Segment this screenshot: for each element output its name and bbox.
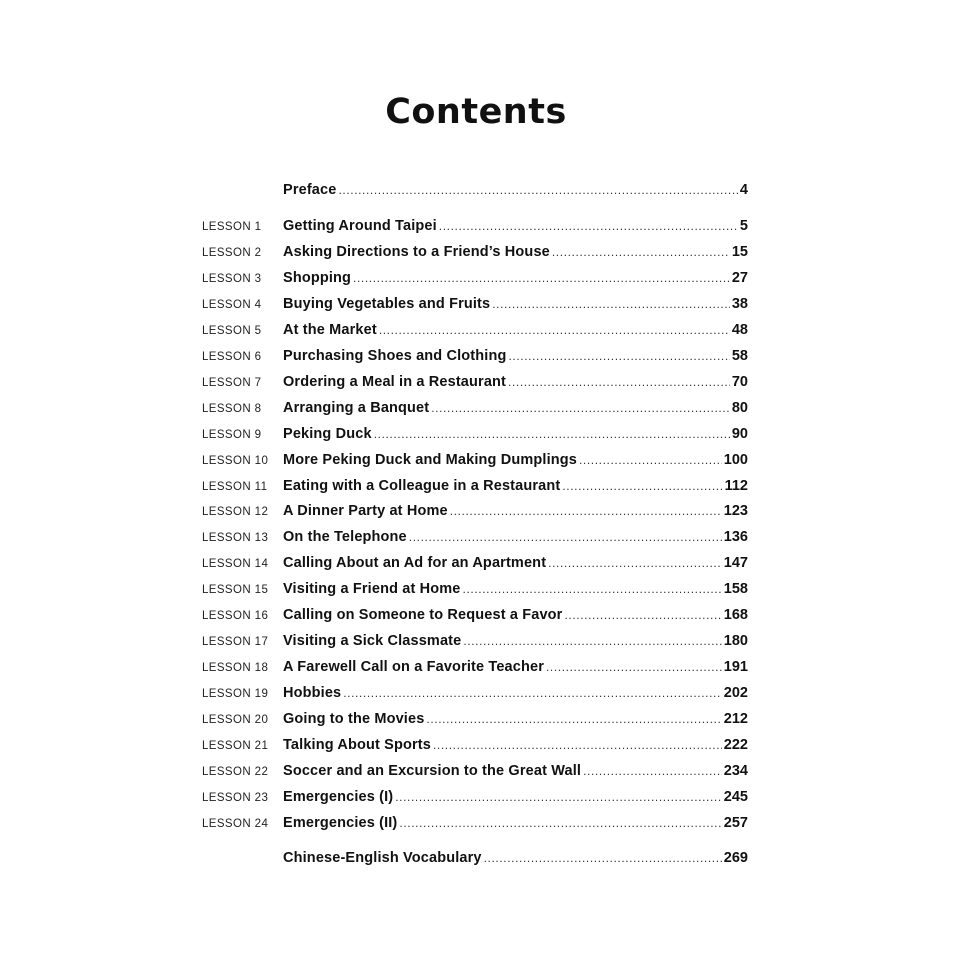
page-number: 180 bbox=[723, 633, 748, 650]
dot-leader bbox=[431, 401, 730, 415]
toc-row-lesson[interactable] bbox=[200, 452, 748, 472]
toc-row-lesson[interactable] bbox=[200, 763, 748, 783]
page-title: Contents bbox=[385, 92, 567, 132]
entry-title: Going to the Movies bbox=[283, 711, 425, 728]
toc-row-lesson[interactable] bbox=[200, 244, 748, 264]
entry-title: More Peking Duck and Making Dumplings bbox=[283, 451, 577, 468]
lesson-number-label: LESSON 21 bbox=[202, 740, 269, 752]
dot-leader bbox=[395, 790, 722, 804]
entry-title: Calling About an Ad for an Apartment bbox=[283, 555, 547, 572]
toc-entry bbox=[283, 244, 748, 260]
toc-row-lesson[interactable] bbox=[200, 503, 748, 523]
dot-leader bbox=[564, 608, 721, 622]
toc-entry bbox=[283, 789, 748, 805]
dot-leader bbox=[579, 453, 722, 467]
entry-title: At the Market bbox=[283, 321, 377, 338]
entry-title: Visiting a Sick Classmate bbox=[283, 633, 462, 650]
page-number: 4 bbox=[739, 182, 748, 198]
page-number: 70 bbox=[731, 373, 748, 390]
lesson-number-label: LESSON 13 bbox=[202, 532, 269, 545]
toc-row-lesson[interactable] bbox=[200, 374, 748, 394]
entry-title: Getting Around Taipei bbox=[283, 218, 437, 234]
lesson-number-label: LESSON 9 bbox=[202, 428, 262, 441]
lesson-number-label: LESSON 4 bbox=[202, 298, 262, 311]
lesson-number-label: LESSON 17 bbox=[202, 636, 269, 649]
entry-title: Calling on Someone to Request a Favor bbox=[283, 607, 563, 624]
lesson-number-label: LESSON 11 bbox=[202, 480, 268, 493]
dot-leader bbox=[426, 712, 721, 726]
page-number: 80 bbox=[731, 399, 748, 416]
toc-row-lesson[interactable] bbox=[200, 633, 748, 653]
entry-title: Chinese-English Vocabulary bbox=[283, 850, 482, 866]
dot-leader bbox=[508, 349, 729, 363]
toc-entry bbox=[283, 685, 748, 701]
toc-row-lesson[interactable] bbox=[200, 426, 748, 446]
dot-leader bbox=[439, 219, 738, 233]
page-number: 123 bbox=[723, 503, 748, 520]
toc-entry bbox=[283, 607, 748, 623]
dot-leader bbox=[353, 271, 730, 285]
page-number: 112 bbox=[724, 477, 748, 494]
toc-row-lesson[interactable] bbox=[200, 555, 748, 575]
entry-title: Visiting a Friend at Home bbox=[283, 581, 461, 598]
entry-title: Emergencies (II) bbox=[283, 814, 398, 831]
entry-title: A Farewell Call on a Favorite Teacher bbox=[283, 659, 544, 676]
lesson-number-label: LESSON 6 bbox=[202, 350, 262, 363]
dot-leader bbox=[492, 297, 730, 311]
page-number: 168 bbox=[723, 607, 748, 624]
toc-entry bbox=[283, 218, 748, 234]
toc-entry bbox=[283, 737, 748, 753]
lesson-number-label: LESSON 20 bbox=[202, 714, 269, 727]
page-number: 257 bbox=[723, 814, 748, 831]
page-number: 269 bbox=[723, 850, 748, 866]
page-number: 15 bbox=[731, 243, 748, 260]
lesson-number-label: LESSON 14 bbox=[202, 558, 269, 571]
page-number: 212 bbox=[723, 711, 748, 728]
toc-entry bbox=[283, 478, 748, 494]
lesson-number-label: LESSON 19 bbox=[202, 688, 269, 701]
toc-entry bbox=[283, 763, 748, 779]
toc-row-lesson[interactable] bbox=[200, 711, 748, 731]
dot-leader bbox=[552, 245, 730, 259]
lesson-number-label: LESSON 5 bbox=[202, 324, 262, 337]
entry-title: Emergencies (I) bbox=[283, 788, 394, 805]
page-number: 5 bbox=[739, 218, 748, 234]
toc-entry bbox=[283, 503, 748, 519]
dot-leader bbox=[338, 183, 737, 197]
lesson-number-label: LESSON 2 bbox=[202, 246, 262, 259]
page-number: 48 bbox=[731, 321, 748, 338]
toc-row-vocabulary[interactable] bbox=[200, 850, 748, 870]
dot-leader bbox=[379, 323, 730, 337]
toc-entry bbox=[283, 815, 748, 831]
toc-row-lesson[interactable] bbox=[200, 581, 748, 601]
lesson-number-label: LESSON 23 bbox=[202, 791, 269, 804]
toc-entry bbox=[283, 270, 748, 286]
page-number: 27 bbox=[731, 269, 748, 286]
dot-leader bbox=[450, 504, 722, 518]
entry-title: Preface bbox=[283, 182, 337, 198]
toc-row-lesson[interactable] bbox=[200, 296, 748, 316]
entry-title: Buying Vegetables and Fruits bbox=[283, 295, 491, 312]
toc-row-preface[interactable] bbox=[200, 182, 748, 202]
dot-leader bbox=[409, 530, 722, 544]
lesson-number-label: LESSON 16 bbox=[202, 610, 269, 623]
toc-entry bbox=[283, 529, 748, 545]
lesson-number-label: LESSON 1 bbox=[202, 221, 262, 233]
entry-title: A Dinner Party at Home bbox=[283, 503, 448, 520]
toc-row-lesson[interactable] bbox=[200, 348, 748, 368]
entry-title: Arranging a Banquet bbox=[283, 399, 430, 416]
entry-title: Hobbies bbox=[283, 685, 342, 702]
toc-entry bbox=[283, 633, 748, 649]
lesson-number-label: LESSON 8 bbox=[202, 402, 262, 415]
dot-leader bbox=[463, 582, 722, 596]
page-number: 38 bbox=[731, 295, 748, 312]
toc-entry bbox=[283, 581, 748, 597]
toc-entry bbox=[283, 182, 748, 198]
lesson-number-label: LESSON 24 bbox=[202, 817, 269, 830]
toc-row-lesson[interactable] bbox=[200, 685, 748, 705]
dot-leader bbox=[399, 816, 721, 830]
lesson-number-label: LESSON 7 bbox=[202, 376, 262, 389]
toc-entry bbox=[283, 659, 748, 675]
lesson-number-label: LESSON 12 bbox=[202, 506, 269, 519]
toc-row-lesson[interactable] bbox=[200, 659, 748, 679]
entry-title: Eating with a Colleague in a Restaurant bbox=[283, 477, 561, 494]
page-number: 202 bbox=[723, 685, 748, 702]
dot-leader bbox=[508, 375, 730, 389]
toc-entry bbox=[283, 348, 748, 364]
lesson-number-label: LESSON 15 bbox=[202, 584, 269, 597]
toc-row-lesson[interactable] bbox=[200, 218, 748, 238]
page-number: 191 bbox=[723, 659, 748, 676]
entry-title: Purchasing Shoes and Clothing bbox=[283, 347, 507, 364]
dot-leader bbox=[463, 634, 721, 648]
toc-entry bbox=[283, 296, 748, 312]
toc-entry bbox=[283, 374, 748, 390]
dot-leader bbox=[484, 851, 722, 865]
toc-row-lesson[interactable] bbox=[200, 478, 748, 498]
page-number: 222 bbox=[723, 737, 748, 753]
toc-row-lesson[interactable] bbox=[200, 270, 748, 290]
toc-entry bbox=[283, 555, 748, 571]
toc-row-lesson[interactable] bbox=[200, 815, 748, 835]
toc-entry bbox=[283, 711, 748, 727]
toc-entry bbox=[283, 322, 748, 338]
page-number: 136 bbox=[723, 529, 748, 546]
entry-title: Shopping bbox=[283, 269, 352, 286]
toc-entry bbox=[283, 400, 748, 416]
toc-row-lesson[interactable] bbox=[200, 529, 748, 549]
page-number: 147 bbox=[723, 555, 748, 572]
toc-entry bbox=[283, 426, 748, 442]
entry-title: Peking Duck bbox=[283, 425, 372, 442]
entry-title: Soccer and an Excursion to the Great Wall bbox=[283, 762, 582, 779]
lesson-number-label: LESSON 10 bbox=[202, 454, 269, 467]
page-number: 90 bbox=[731, 425, 748, 442]
entry-title: On the Telephone bbox=[283, 529, 407, 546]
toc-row-lesson[interactable] bbox=[200, 737, 748, 757]
entry-title: Talking About Sports bbox=[283, 737, 431, 753]
page-number: 158 bbox=[723, 581, 748, 598]
dot-leader bbox=[548, 556, 722, 570]
page-number: 100 bbox=[723, 451, 748, 468]
toc-entry bbox=[283, 850, 748, 866]
toc-entry bbox=[283, 452, 748, 468]
page-number: 245 bbox=[723, 788, 748, 805]
dot-leader bbox=[562, 479, 722, 493]
lesson-number-label: LESSON 18 bbox=[202, 662, 269, 675]
toc-row-lesson[interactable] bbox=[200, 607, 748, 627]
dot-leader bbox=[546, 660, 722, 674]
entry-title: Ordering a Meal in a Restaurant bbox=[283, 373, 507, 390]
toc-row-lesson[interactable] bbox=[200, 789, 748, 809]
dot-leader bbox=[433, 738, 722, 752]
page-number: 234 bbox=[723, 762, 748, 779]
lesson-number-label: LESSON 3 bbox=[202, 272, 262, 285]
dot-leader bbox=[583, 764, 722, 778]
entry-title: Asking Directions to a Friend’s House bbox=[283, 243, 550, 260]
dot-leader bbox=[374, 427, 730, 441]
page-number: 58 bbox=[731, 347, 748, 364]
toc-row-lesson[interactable] bbox=[200, 322, 748, 342]
dot-leader bbox=[343, 686, 722, 700]
lesson-number-label: LESSON 22 bbox=[202, 765, 269, 778]
toc-row-lesson[interactable] bbox=[200, 400, 748, 420]
